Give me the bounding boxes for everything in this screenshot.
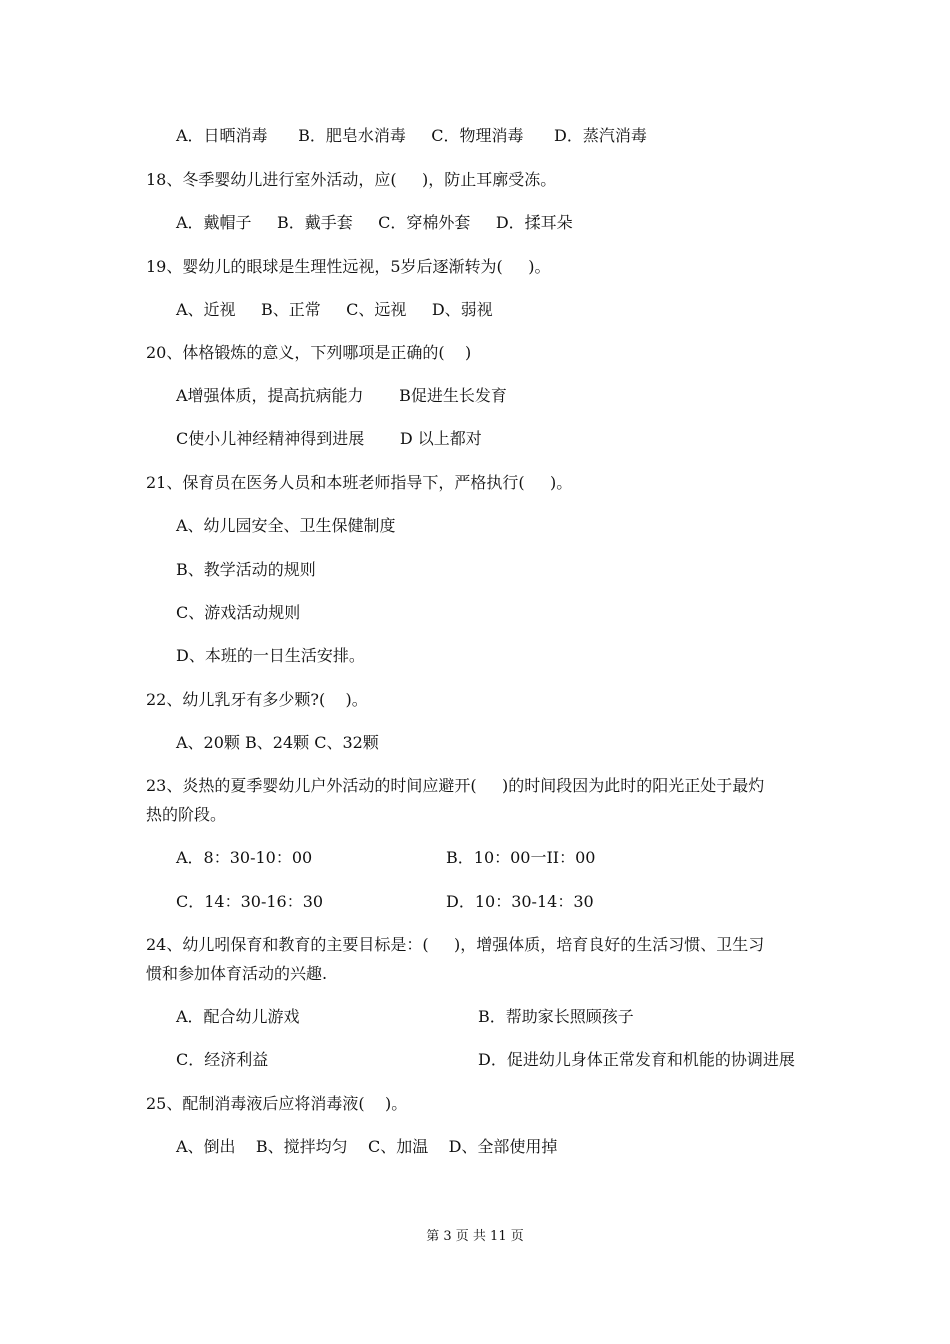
q19-stem: 19、婴幼儿的眼球是生理性远视，5岁后逐渐转为( )。 xyxy=(146,257,551,276)
q20-stem: 20、体格锻炼的意义，下列哪项是正确的( ) xyxy=(146,343,472,362)
q21-option-d: D、本班的一日生活安排。 xyxy=(176,646,365,665)
q23-option-c: C．14：30-16：30 xyxy=(176,892,324,911)
q21-option-a: A、幼儿园安全、卫生保健制度 xyxy=(176,516,396,535)
q22-stem: 22、幼儿乳牙有多少颗?( )。 xyxy=(146,690,368,709)
q23-option-a: A．8：30-10：00 xyxy=(176,848,313,867)
q24-stem-line1: 24、幼儿吲保育和教育的主要目标是：( )，增强体质，培育良好的生活习惯、卫生习 xyxy=(146,935,765,954)
q25-options: A、倒出 B、搅拌均匀 C、加温 D、全部使用掉 xyxy=(176,1137,558,1156)
page-number: 第 3 页 共 11 页 xyxy=(426,1229,524,1244)
q17-options: A．日晒消毒 B．肥皂水消毒 C．物理消毒 D．蒸汽消毒 xyxy=(176,126,647,145)
q18-options: A．戴帽子 B．戴手套 C．穿棉外套 D．揉耳朵 xyxy=(176,213,573,232)
q23-stem-line2: 热的阶段。 xyxy=(146,805,227,824)
q21-stem: 21、保育员在医务人员和本班老师指导下，严格执行( )。 xyxy=(146,473,573,492)
q19-options: A、近视 B、正常 C、远视 D、弱视 xyxy=(176,300,493,319)
q18-stem: 18、冬季婴幼儿进行室外活动，应( )，防止耳廓受冻。 xyxy=(146,170,557,189)
q21-option-c: C、游戏活动规则 xyxy=(176,603,301,622)
q22-options: A、20颗 B、24颗 C、32颗 xyxy=(176,733,379,752)
q20-options-ab: A增强体质，提高抗病能力 B促进生长发育 xyxy=(176,386,507,405)
q24-stem-line2: 惯和参加体育活动的兴趣. xyxy=(146,964,328,983)
q20-options-cd: C使小儿神经精神得到进展 D 以上都对 xyxy=(176,429,482,448)
q24-option-c: C．经济利益 xyxy=(176,1050,269,1069)
q24-option-b: B．帮助家长照顾孩子 xyxy=(478,1007,634,1026)
q25-stem: 25、配制消毒液后应将消毒液( )。 xyxy=(146,1094,408,1113)
q23-stem-line1: 23、炎热的夏季婴幼儿户外活动的时间应避开( )的时间段因为此时的阳光正处于最灼 xyxy=(146,776,765,795)
q24-option-a: A．配合幼儿游戏 xyxy=(176,1007,300,1026)
q23-option-b: B．10：00一II：00 xyxy=(446,848,596,867)
q23-option-d: D．10：30-14：30 xyxy=(446,892,594,911)
q24-option-d: D．促进幼儿身体正常发育和机能的协调进展 xyxy=(478,1050,795,1069)
q21-option-b: B、教学活动的规则 xyxy=(176,560,316,579)
